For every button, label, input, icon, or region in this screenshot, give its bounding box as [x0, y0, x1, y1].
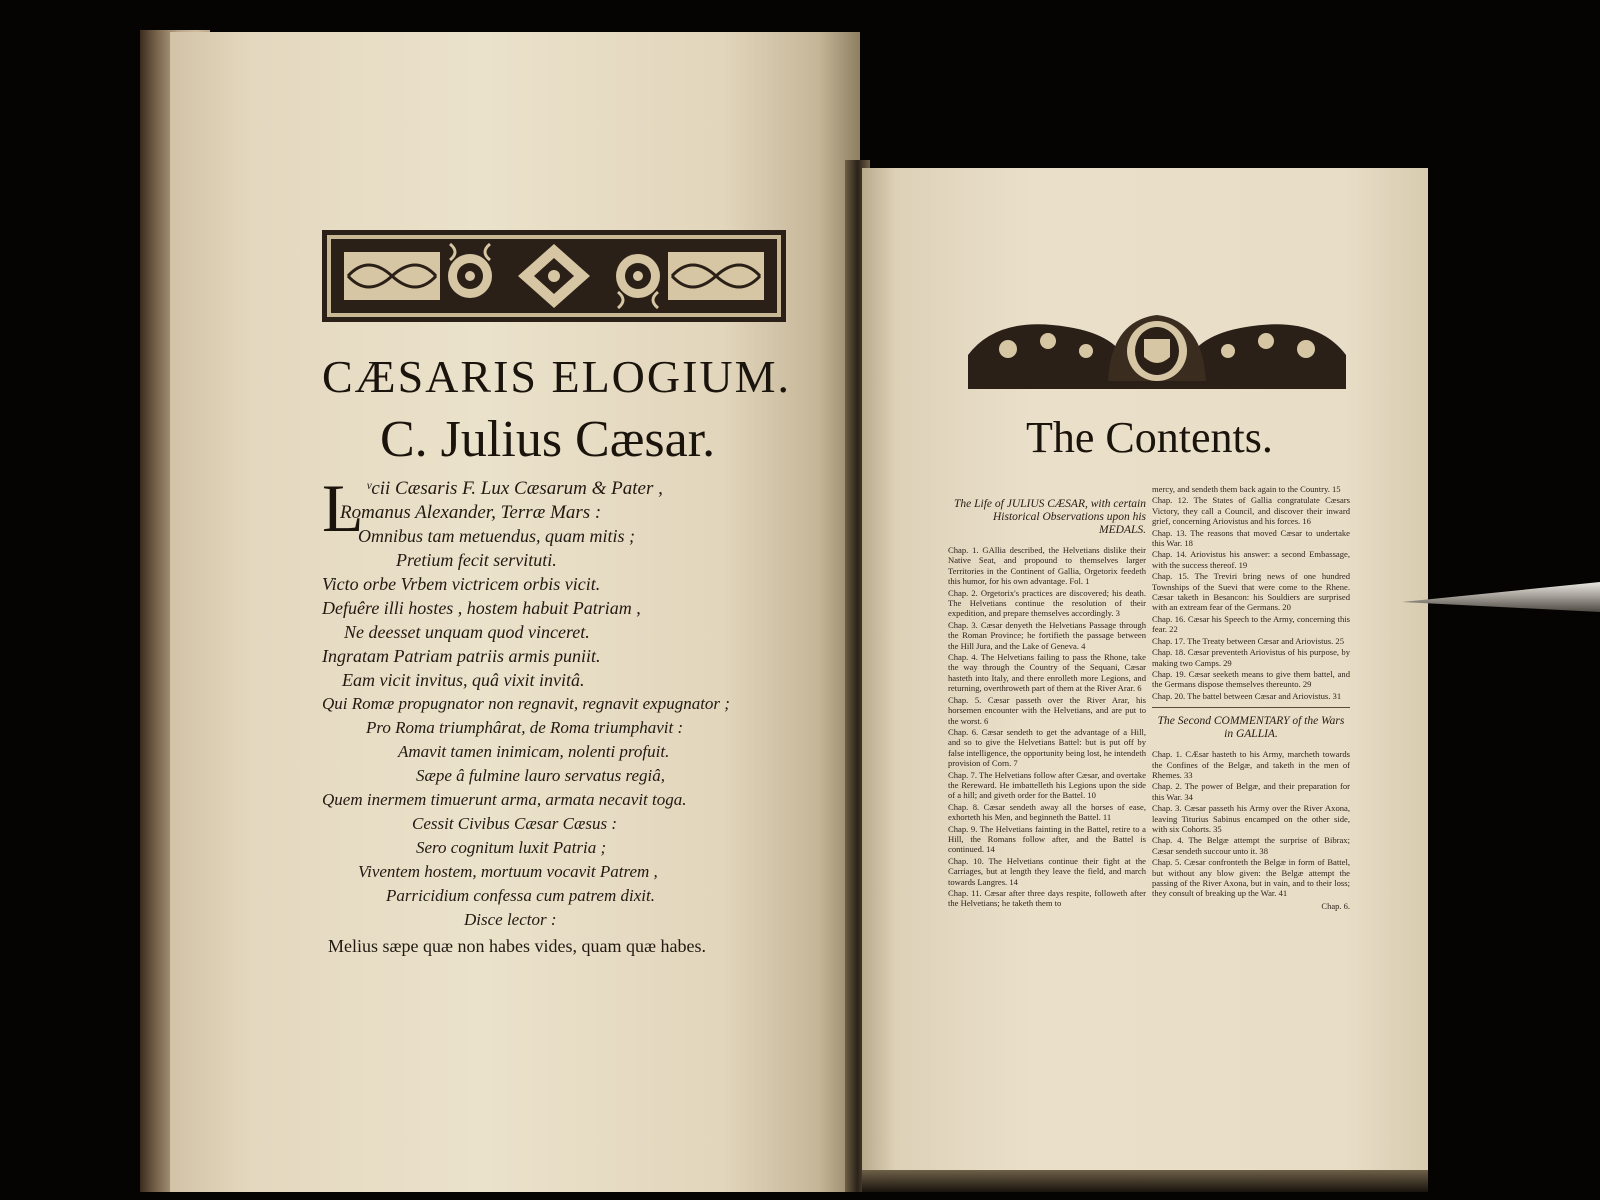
verse-line: Parricidium confessa cum patrem dixit. [386, 886, 655, 905]
section-heading: The Second COMMENTARY of the Wars in GALLIA. [1157, 715, 1345, 741]
chapter-entry: Chap. 2. Orgetorix's practices are discovered; his death. The Helvetians continue the resolution of their expedition, and prepare themselves accordingly. 3 [948, 587, 1146, 619]
chapter-entry: Chap. 18. Cæsar preventeth Ariovistus of his purpose, by making two Camps. 29 [1152, 647, 1350, 668]
section-divider [1152, 707, 1350, 708]
chapter-entry: Chap. 2. The power of Belgæ, and their preparation for this War. 34 [1152, 781, 1350, 802]
chapter-entry: Chap. 8. Cæsar sendeth away all the horses of ease, exhorteth his Men, and beginneth the Battel. 11 [948, 801, 1146, 823]
chapter-entry: Chap. 1. GAllia described, the Helvetians dislike their Native Seat, and propound to themselves larger Territories in the Continent of Gallia, Orgetorix feedeth this humor, for his own advantage. Fol. 1 [948, 545, 1146, 587]
verse-line: Viventem hostem, mortuum vocavit Patrem , [358, 862, 658, 881]
ornament-headpiece-right [968, 305, 1346, 389]
verse-line: Defuêre illi hostes , hostem habuit Patriam , [322, 598, 641, 618]
chapter-entry: Chap. 16. Cæsar his Speech to the Army, concerning this fear. 22 [1152, 613, 1350, 635]
drop-cap-initial: L [322, 470, 364, 546]
chapter-entry: Chap. 12. The States of Gallia congratulate Cæsars Victory, they call a Council, and discover their inward grief, concerning Ariovistus and his forces. 16 [1152, 495, 1350, 527]
chapter-entry: mercy, and sendeth them back again to the Country. 15 [1152, 484, 1341, 494]
chapter-entry: Chap. 5. Cæsar passeth over the River Arar, his horsemen encounter with the Helvetians, and are put to the worst. 6 [948, 694, 1146, 726]
verse-line: Pretium fecit servituti. [396, 550, 557, 570]
chapter-entry: Chap. 10. The Helvetians continue their fight at the Carriages, but at length they leave the field, and march towards Langres. 14 [948, 855, 1146, 887]
metal-pointer [1402, 580, 1600, 626]
elogium-subtitle: C. Julius Cæsar. [380, 411, 716, 468]
ornament-headpiece-left [322, 230, 786, 322]
chapter-entry: Chap. 1. CÆsar hasteth to his Army, marcheth towards the Confines of the Belgæ, and taketh in the men of Rhemes. 33 [1152, 749, 1350, 780]
verse-line: Cessit Civibus Cæsar Cæsus : [412, 814, 617, 833]
verse-line: Disce lector : [464, 910, 557, 929]
chapter-entry: Chap. 3. Cæsar passeth his Army over the River Axona, leaving Titurius Sabinus encamped on the other side, with six Cohorts. 35 [1152, 803, 1350, 834]
chapter-entry: Chap. 13. The reasons that moved Cæsar to undertake this War. 18 [1152, 527, 1350, 549]
verse-line: Qui Romæ propugnator non regnavit, regnavit expugnator ; [322, 694, 730, 713]
verse-line: Amavit tamen inimicam, nolenti profuit. [398, 742, 670, 761]
verse-line: Sero cognitum luxit Patria ; [416, 838, 607, 857]
elogium-title: CÆSARIS ELOGIUM. [322, 351, 792, 402]
contents-title: The Contents. [1026, 413, 1273, 462]
verse-line: Romanus Alexander, Terræ Mars : [340, 502, 602, 523]
chapter-entry: Chap. 19. Cæsar seeketh means to give them battel, and the Germans dispose themselves thereunto. 29 [1152, 668, 1350, 690]
verse-line: Ingratam Patriam patriis armis puniit. [322, 646, 601, 666]
chapter-entry: Chap. 4. The Helvetians failing to pass the Rhone, take the way through the Country of the Sequani, Cæsar hasteth into Italy, and there enrolleth more Legions, and returning, overthroweth part of them at the River Arar. 6 [948, 652, 1146, 694]
contents-column-right [1152, 484, 1350, 911]
verse-line: Melius sæpe quæ non habes vides, quam quæ habes. [328, 936, 706, 956]
chapter-entry: Chap. 9. The Helvetians fainting in the Battel, retire to a Hill, the Romans follow after, and the Battel is continued. 14 [948, 823, 1146, 855]
page-edge-shadow [862, 1170, 1428, 1192]
verse-line: Sæpe â fulmine lauro servatus regiâ, [416, 766, 665, 785]
verse-line: Ne deesset unquam quod vinceret. [344, 622, 590, 642]
catchword: Chap. 6. [1321, 900, 1350, 911]
chapter-entry: Chap. 7. The Helvetians follow after Cæsar, and overtake the Rereward. He imbattelleth his Legions upon the side of a hill; and giveth order for the Battel. 10 [948, 769, 1146, 801]
section-heading: The Life of JULIUS CÆSAR, with certain Historical Observations upon his MEDALS. [954, 498, 1146, 536]
chapter-entry: Chap. 15. The Treviri bring news of one hundred Townships of the Suevi that were come to the Rhene. Cæsar taketh in Besancon: his Souldiers are surprised with an extream fear of the Germans. 20 [1152, 571, 1350, 613]
verse-line: ᵛcii Cæsaris F. Lux Cæsarum & Pater , [366, 478, 663, 499]
contents-column-left [948, 498, 1146, 910]
chapter-entry: Chap. 14. Ariovistus his answer: a second Embassage, with the success thereof. 19 [1152, 549, 1350, 570]
verse-line: Victo orbe Vrbem victricem orbis vicit. [322, 574, 601, 594]
verse-line: Pro Roma triumphârat, de Roma triumphavit : [366, 718, 684, 737]
chapter-entry: Chap. 5. Cæsar confronteth the Belgæ in form of Battel, but without any blow given: the Belgæ attempt the passing of the River Axona, but in vain, and to their loss; they consult of breaking up the War. 41 [1152, 857, 1350, 899]
chapter-entry: Chap. 11. Cæsar after three days respite, followeth after the Helvetians; he taketh them to [948, 888, 1146, 909]
chapter-entry: Chap. 3. Cæsar denyeth the Helvetians Passage through the Roman Province; he fortifieth the passage between the Hill Jura, and the Lake of Geneva. 4 [948, 619, 1146, 651]
verse-line: Quem inermem timuerunt arma, armata necavit toga. [322, 790, 687, 809]
chapter-entry: Chap. 4. The Belgæ attempt the surprise of Bibrax; Cæsar sendeth succour unto it. 38 [1152, 835, 1350, 856]
chapter-entry: Chap. 6. Cæsar sendeth to get the advantage of a Hill, and so to give the Helvetians Battel: but is put off by false intelligence, the opportunity being lost, he intendeth provision of Corn. 7 [948, 726, 1146, 769]
chapter-entry: Chap. 20. The battel between Cæsar and Ariovistus. 31 [1152, 690, 1342, 701]
verse-line: Eam vicit invitus, quâ vixit invitâ. [342, 670, 585, 690]
chapter-entry: Chap. 17. The Treaty between Cæsar and Ariovistus. 25 [1152, 635, 1344, 646]
verse-line: Omnibus tam metuendus, quam mitis ; [358, 526, 635, 546]
